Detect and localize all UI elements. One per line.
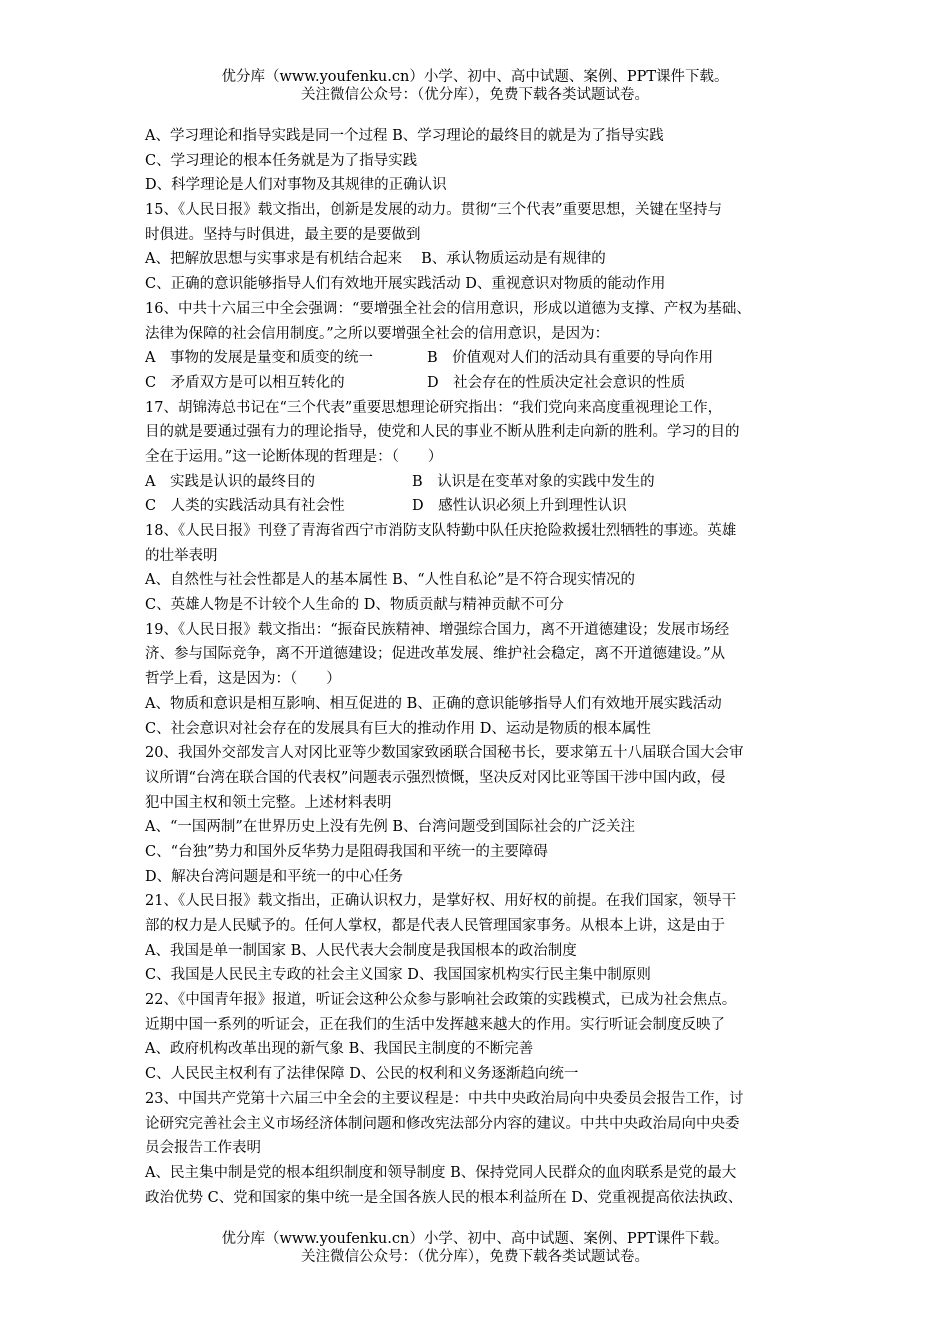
text-line: 的壮举表明 [145,547,218,564]
text-line: D、科学理论是人们对事物及其规律的正确认识 [145,177,447,194]
text-line: 政治优势 C、党和国家的集中统一是全国各族人民的根本利益所在 D、党重视提高依法执政、 [145,1189,743,1206]
text-line: A、学习理论和指导实践是同一个过程 B、学习理论的最终目的就是为了指导实践 [145,128,664,144]
q17-option-c: C 人类的实践活动具有社会性 [145,498,345,515]
text-line: D、解决台湾问题是和平统一的中心任务 [145,868,404,885]
text-line: 17、胡锦涛总书记在“三个代表”重要思想理论研究指出：“我们党向来高度重视理论工作， [145,399,723,416]
text-line: 20、我国外交部发言人对冈比亚等少数国家致函联合国秘书长，要求第五十八届联合国大会审 [145,745,744,762]
text-line: C、英雄人物是不计较个人生命的 D、物质贡献与精神贡献不可分 [145,597,564,614]
q16-options-row-1 [145,346,815,371]
text-line: C、“台独”势力和国外反华势力是阻碍我国和平统一的主要障碍 [145,843,548,860]
text-line: C、我国是人民民主专政的社会主义国家 D、我国国家机构实行民主集中制原则 [145,967,651,984]
q17-option-d: D 感性认识必须上升到理性认识 [412,498,627,515]
text-line: A、“一国两制”在世界历史上没有先例 B、台湾问题受到国际社会的广泛关注 [145,819,636,836]
text-line: 哲学上看，这是因为：（ ） [145,671,341,688]
q16-option-b: B 价值观对人们的活动具有重要的导向作用 [427,350,714,367]
q17-options-row-2 [145,494,815,519]
text-line: A、把解放思想与实事求是有机结合起来 B、承认物质运动是有规律的 [145,251,606,268]
q16-option-d: D 社会存在的性质决定社会意识的性质 [427,374,686,391]
text-line: 18、《人民日报》刊登了青海省西宁市消防支队特勤中队任庆抢险救援壮烈牺牲的事迹。英雄 [145,523,737,539]
q17-options-row-1 [145,470,815,495]
text-line: A、物质和意识是相互影响、相互促进的 B、正确的意识能够指导人们有效地开展实践活动 [145,695,722,712]
header-line-2: 关注微信公众号：（优分库），免费下载各类试题试卷。 [301,87,649,103]
footer-line-1: 优分库（www.youfenku.cn）小学、初中、高中试题、案例、PPT课件下载。 [221,1231,729,1247]
text-line: 时俱进。坚持与时俱进，最主要的是要做到 [145,226,421,243]
text-line: 员会报告工作表明 [145,1140,261,1157]
text-line: 近期中国一系列的听证会，正在我们的生活中发挥越来越大的作用。实行听证会制度反映了 [145,1016,725,1033]
text-line: 19、《人民日报》载文指出：“振奋民族精神、增强综合国力，离不开道德建设；发展市场经 [145,621,730,638]
q16-options-row-2 [145,371,815,396]
text-line: 全在于运用。”这一论断体现的哲理是：（ ） [145,448,443,465]
q16-option-a: A 事物的发展是量变和质变的统一 [145,350,373,367]
page-footer [0,1230,950,1266]
text-line: 法律为保障的社会信用制度。”之所以要增强全社会的信用意识，是因为： [145,325,610,342]
text-line: A、民主集中制是党的根本组织制度和领导制度 B、保持党同人民群众的血肉联系是党的最大 [145,1164,737,1181]
text-line: A、自然性与社会性都是人的基本属性 B、“人性自私论”是不符合现实情况的 [145,572,636,589]
text-line: A、政府机构改革出现的新气象 B、我国民主制度的不断完善 [145,1041,534,1058]
text-line: C、正确的意识能够指导人们有效地开展实践活动 D、重视意识对物质的能动作用 [145,276,666,293]
text-line: 23、中国共产党第十六届三中全会的主要议程是：中共中央政治局向中央委员会报告工作，讨 [145,1090,744,1107]
text-line: 15、《人民日报》载文指出，创新是发展的动力。贯彻“三个代表”重要思想，关键在坚持与 [145,202,723,219]
footer-line-2: 关注微信公众号：（优分库），免费下载各类试题试卷。 [301,1249,649,1265]
text-line: 部的权力是人民赋予的。任何人掌权，都是代表人民管理国家事务。从根本上讲，这是由于 [145,918,725,934]
text-line: 目的就是要通过强有力的理论指导，使党和人民的事业不断从胜利走向新的胜利。学习的目的 [145,424,740,441]
q17-option-b: B 认识是在变革对象的实践中发生的 [412,473,655,490]
q17-option-a: A 实践是认识的最终目的 [145,473,315,490]
text-line: 论研究完善社会主义市场经济体制问题和修改宪法部分内容的建议。中共中央政治局向中央委 [145,1115,740,1132]
text-line: 22、《中国青年报》报道，听证会这种公众参与影响社会政策的实践模式，已成为社会焦点。 [145,992,737,1009]
text-line: C、人民民主权利有了法律保障 D、公民的权利和义务逐渐趋向统一 [145,1066,579,1083]
text-line: 济、参与国际竞争，离不开道德建设；促进改革发展、维护社会稳定，离不开道德建设。”从 [145,646,726,663]
text-line: 议所谓“台湾在联合国的代表权”问题表示强烈愤慨，坚决反对冈比亚等国干涉中国内政，侵 [145,769,726,786]
text-line: C、社会意识对社会存在的发展具有巨大的推动作用 D、运动是物质的根本属性 [145,720,651,737]
q16-option-c: C 矛盾双方是可以相互转化的 [145,374,345,391]
text-line: 16、中共十六届三中全会强调：“要增强全社会的信用意识，形成以道德为支撑、产权为基础、 [145,300,751,317]
header-line-1: 优分库（www.youfenku.cn）小学、初中、高中试题、案例、PPT课件下载。 [221,69,729,85]
question-body [145,124,815,1210]
text-line: C、学习理论的根本任务就是为了指导实践 [145,152,418,169]
text-line: 犯中国主权和领土完整。上述材料表明 [145,794,392,811]
text-line: 21、《人民日报》载文指出，正确认识权力，是掌好权、用好权的前提。在我们国家，领导干 [145,893,737,910]
page-header [0,68,950,104]
text-line: A、我国是单一制国家 B、人民代表大会制度是我国根本的政治制度 [145,942,577,959]
